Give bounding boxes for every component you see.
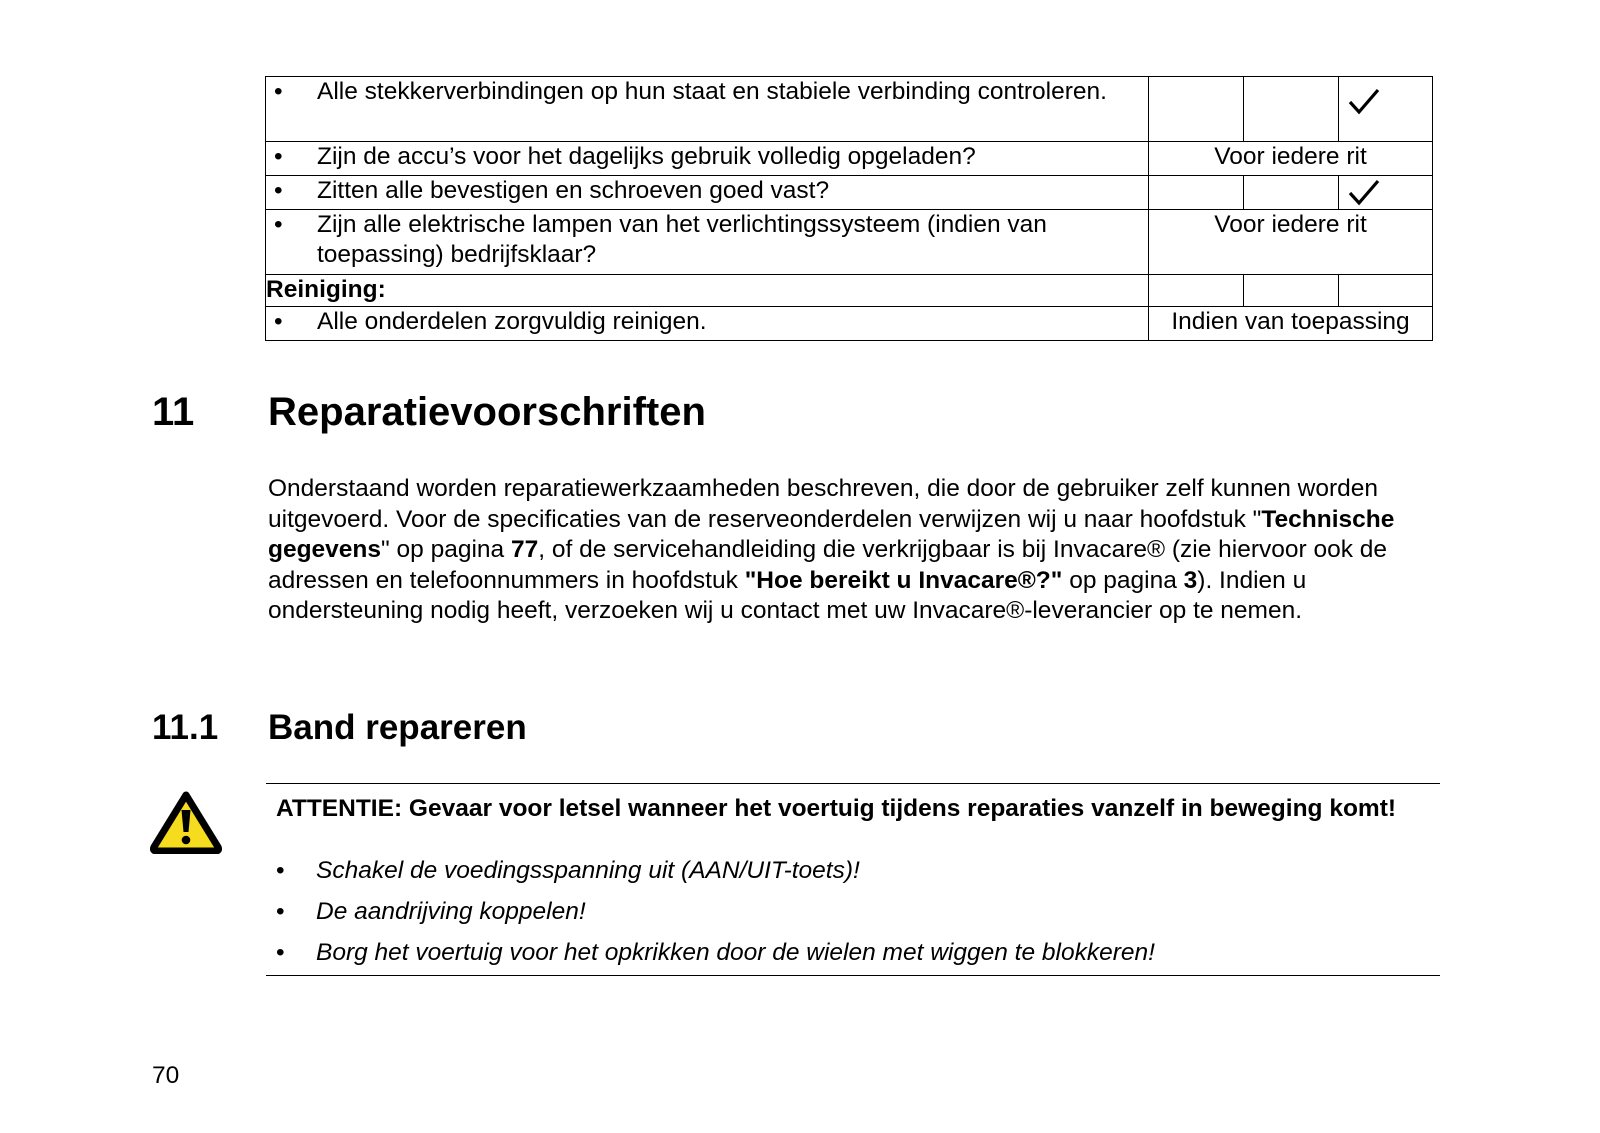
- warning-item: [276, 898, 586, 926]
- table-group-heading: Reiniging:: [266, 275, 1149, 307]
- table-cell-check: [1339, 176, 1433, 210]
- table-row: [266, 77, 1433, 142]
- task-text: Zijn alle elektrische lampen van het verlichtingssysteem (indien van toepassing) bedrijfsklaar?: [317, 211, 1047, 268]
- bullet: •: [274, 177, 283, 204]
- bullet: •: [276, 939, 285, 966]
- paragraph-text: op pagina: [1062, 566, 1184, 594]
- table-cell-empty: [1244, 176, 1339, 210]
- table-cell-empty: [1149, 275, 1244, 307]
- table-cell-task: [266, 77, 1149, 142]
- table-cell-empty: [1244, 77, 1339, 142]
- table-cell-check: [1339, 77, 1433, 142]
- checkmark-icon: [1347, 178, 1381, 208]
- table-row: [266, 210, 1433, 275]
- paragraph-text: " op pagina: [381, 536, 511, 563]
- page-reference: 77: [510, 536, 539, 563]
- warning-box: [266, 783, 1440, 976]
- table-cell-task: [266, 142, 1149, 176]
- frequency-note: Voor iedere rit: [1149, 210, 1433, 275]
- warning-title: ATTENTIE: Gevaar voor letsel wanneer het voertuig tijdens reparaties vanzelf in beweging komt!: [276, 795, 1397, 822]
- chapter-reference: "Hoe bereikt u Invacare®?": [744, 566, 1063, 594]
- page-reference: 3: [1183, 566, 1198, 594]
- checkmark-icon: [1347, 87, 1381, 117]
- table-cell-task: [266, 307, 1149, 341]
- task-text: Alle stekkerverbindingen op hun staat en stabiele verbinding controleren.: [317, 78, 1107, 105]
- table-row: [266, 176, 1433, 210]
- section-number: 11: [152, 390, 195, 434]
- section-title: Reparatievoorschriften: [268, 390, 706, 434]
- task-text: Zitten alle bevestigen en schroeven goed vast?: [317, 177, 830, 204]
- bullet: •: [276, 898, 285, 925]
- table-row: [266, 142, 1433, 176]
- task-text: Alle onderdelen zorgvuldig reinigen.: [317, 308, 707, 335]
- warning-item: [276, 939, 1155, 967]
- bullet: •: [276, 857, 285, 884]
- warning-item-text: Borg het voertuig voor het opkrikken door de wielen met wiggen te blokkeren!: [316, 939, 1155, 966]
- subsection-number: 11.1: [152, 708, 219, 747]
- bullet: •: [274, 308, 283, 335]
- bullet: •: [274, 211, 283, 238]
- table-row: [266, 307, 1433, 341]
- warning-item-text: De aandrijving koppelen!: [316, 898, 586, 925]
- chapter-reference: Technische gegevens: [268, 505, 1395, 563]
- paragraph-text: ). Indien u ondersteuning nodig heeft, verzoeken wij u contact met uw Invacare®-leverancier op te nemen.: [268, 566, 1307, 624]
- table-row: [266, 275, 1433, 307]
- warning-item: [276, 857, 860, 885]
- subsection-title: Band repareren: [268, 708, 527, 747]
- bullet: •: [274, 143, 283, 170]
- warning-item-text: Schakel de voedingsspanning uit (AAN/UIT-toets)!: [316, 857, 860, 884]
- frequency-note: Voor iedere rit: [1149, 142, 1433, 176]
- table-cell-empty: [1149, 77, 1244, 142]
- warning-triangle-icon: [150, 790, 222, 854]
- page-number: 70: [152, 1062, 180, 1089]
- table-cell-task: [266, 176, 1149, 210]
- task-text: Zijn de accu’s voor het dagelijks gebruik volledig opgeladen?: [317, 143, 976, 170]
- bullet: •: [274, 78, 283, 105]
- table-cell-empty: [1244, 275, 1339, 307]
- paragraph-text: Onderstaand worden reparatiewerkzaamheden beschreven, die door de gebruiker zelf kunnen worden uitgevoerd. Voor de specificaties van de reserveonderdelen verwijzen wij u naar hoofdstuk ": [268, 475, 1378, 533]
- maintenance-checklist-table: [265, 76, 1433, 341]
- paragraph-text: , of de servicehandleiding die verkrijgbaar is bij Invacare® (zie hiervoor ook de adressen en telefoonnummers in hoofdstuk: [268, 536, 1388, 594]
- frequency-note: Indien van toepassing: [1149, 307, 1433, 341]
- table-cell-empty: [1339, 275, 1433, 307]
- section-intro-paragraph: [268, 474, 1448, 627]
- table-cell-task: [266, 210, 1149, 275]
- table-cell-empty: [1149, 176, 1244, 210]
